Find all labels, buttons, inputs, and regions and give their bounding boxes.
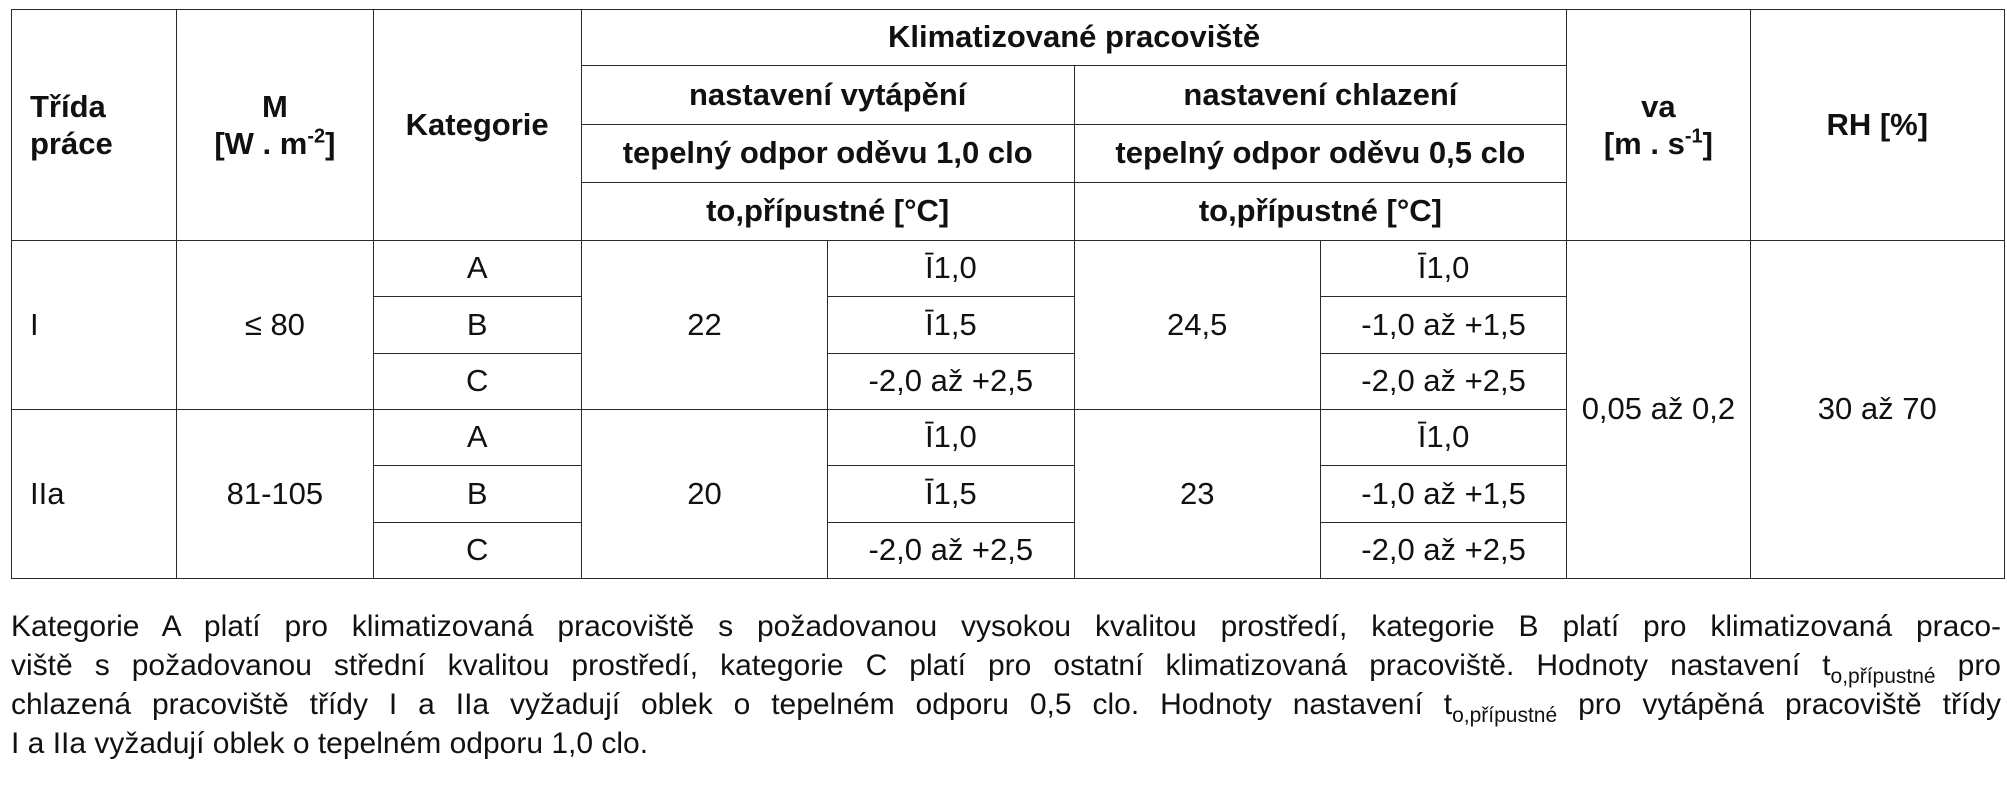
header-to-vytapeni: to,přípustné [°C] — [581, 182, 1074, 240]
header-odpor-chlazeni: tepelný odpor oděvu 0,5 clo — [1074, 124, 1567, 182]
footnote-line: chlazená pracoviště třídy I a IIa vyžadují oblek o tepelném odporu 0,5 clo. Hodnoty nastavení $t_{o,přípustné}$ pro vytápěná pracoviště třídy — [11, 688, 2001, 727]
cell-trida: IIa — [12, 410, 177, 579]
cell-cooling-tolerance: Ī1,0 — [1320, 410, 1566, 466]
cell-kategorie: A — [373, 241, 581, 297]
cell-heating-tolerance: Ī1,5 — [828, 466, 1074, 522]
cell-va: 0,05 až 0,2 — [1567, 241, 1750, 579]
header-trida — [12, 10, 177, 241]
cell-heating-tolerance: Ī1,0 — [828, 410, 1074, 466]
cell-m: 81-105 — [177, 410, 373, 579]
cell-cooling-tolerance: -2,0 až +2,5 — [1320, 353, 1566, 409]
header-trida-line2: práce — [30, 126, 113, 162]
header-m-unit: [W . $m^{-2}$] — [214, 125, 336, 162]
header-m — [177, 10, 373, 241]
cell-cooling-tolerance: -2,0 až +2,5 — [1320, 522, 1566, 578]
header-to-chlazeni: to,přípustné [°C] — [1074, 182, 1567, 240]
cell-m: ≤ 80 — [177, 241, 373, 410]
cell-cooling-tolerance: -1,0 až +1,5 — [1320, 466, 1566, 522]
cell-heating-setpoint: 20 — [581, 410, 827, 579]
table-row — [12, 241, 2005, 297]
cell-kategorie: B — [373, 466, 581, 522]
header-va-unit: [m . $s^{-1}$] — [1603, 125, 1713, 162]
header-vytapeni: nastavení vytápění — [581, 66, 1074, 124]
header-rh: RH [%] — [1750, 10, 2004, 241]
header-va — [1567, 10, 1750, 241]
cell-kategorie: A — [373, 410, 581, 466]
cell-rh: 30 až 70 — [1750, 241, 2004, 579]
cell-cooling-tolerance: -1,0 až +1,5 — [1320, 297, 1566, 353]
header-m-line1: M — [261, 88, 288, 124]
cell-kategorie: B — [373, 297, 581, 353]
footnote-line: viště s požadovanou střední kvalitou prostředí, kategorie C platí pro ostatní klimatizovaná pracoviště. Hodnoty nastavení $t_{o,přípustné}$ pro — [11, 649, 2001, 688]
header-va-line1: va — [1641, 88, 1676, 124]
cell-kategorie: C — [373, 522, 581, 578]
header-kategorie: Kategorie — [373, 10, 581, 241]
header-klimatizovane: Klimatizované pracoviště — [581, 10, 1566, 66]
klimatizace-table — [11, 9, 2005, 579]
cell-heating-setpoint: 22 — [581, 241, 827, 410]
cell-cooling-setpoint: 24,5 — [1074, 241, 1320, 410]
cell-heating-tolerance: Ī1,0 — [828, 241, 1074, 297]
footnote-paragraph — [11, 607, 2001, 763]
footnote-line: I a IIa vyžadují oblek o tepelném odporu 1,0 clo. — [11, 727, 649, 760]
cell-heating-tolerance: -2,0 až +2,5 — [828, 522, 1074, 578]
cell-trida: I — [12, 241, 177, 410]
header-odpor-vytapeni: tepelný odpor oděvu 1,0 clo — [581, 124, 1074, 182]
header-trida-line1: Třída — [30, 88, 106, 124]
header-chlazeni: nastavení chlazení — [1074, 66, 1567, 124]
cell-heating-tolerance: -2,0 až +2,5 — [828, 353, 1074, 409]
cell-kategorie: C — [373, 353, 581, 409]
footnote-line: Kategorie A platí pro klimatizovaná pracoviště s požadovanou vysokou kvalitou prostředí, kategorie B platí pro klimatizovaná praco- — [11, 610, 2001, 643]
cell-cooling-setpoint: 23 — [1074, 410, 1320, 579]
cell-cooling-tolerance: Ī1,0 — [1320, 241, 1566, 297]
cell-heating-tolerance: Ī1,5 — [828, 297, 1074, 353]
